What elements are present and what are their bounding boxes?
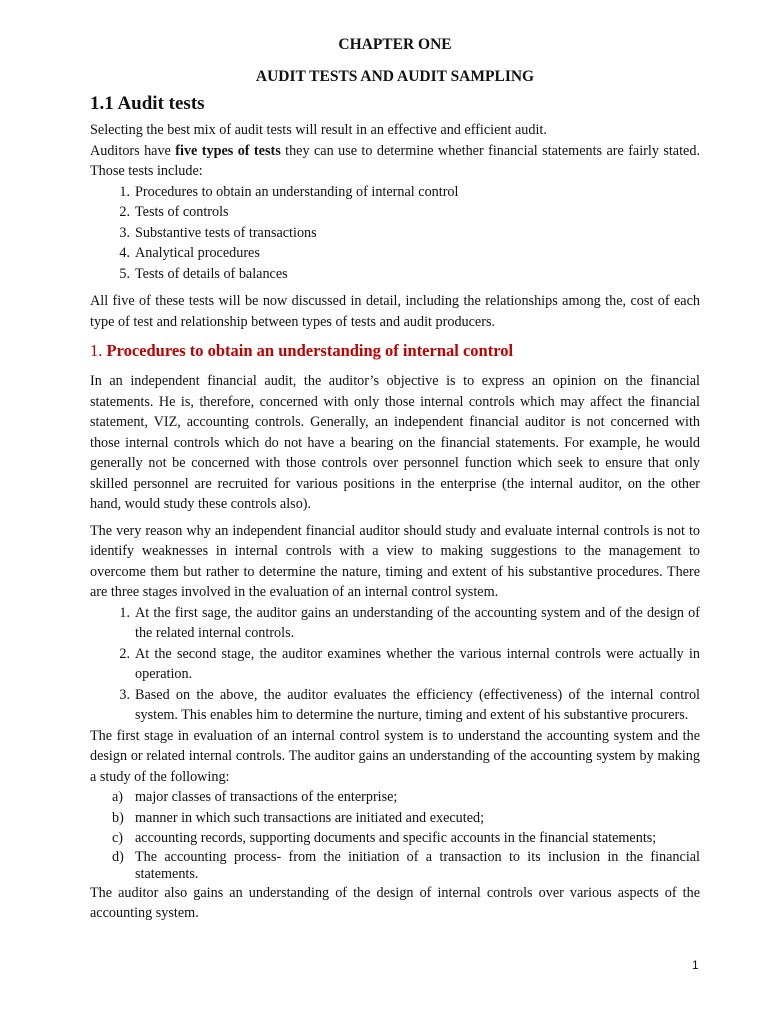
chapter-title: AUDIT TESTS AND AUDIT SAMPLING [255,68,535,85]
list-text: major classes of transactions of the enterprise; [135,789,398,805]
list-marker: 2. [119,204,130,220]
section-heading: 1.1 Audit tests [90,93,205,114]
list-text: At the first sage, the auditor gains an understanding of the accounting system and of the design of the related internal controls. [135,604,700,641]
list-item [90,223,700,244]
list-text: Analytical procedures [135,245,260,261]
list-marker: 3. [119,224,130,241]
list-text: Tests of controls [135,204,229,220]
list-marker: 1. [119,604,130,621]
list-marker: 2. [119,645,130,662]
list-text: Tests of details of balances [135,265,288,282]
list-item [90,787,700,808]
list-marker: 4. [119,245,130,261]
subsection-heading [90,340,700,362]
lead-after: they can use to determine whether financial statements are fairly stated. Those tests include: [90,142,700,179]
list-marker: 1. [119,183,130,200]
subsection-number: 1. [90,341,103,360]
list-text: accounting records, supporting documents and specific accounts in the financial statements; [135,830,657,846]
lead-bold: five types of tests [175,142,281,159]
list-item [90,828,700,849]
list-item [90,685,700,726]
list-text: The accounting process- from the initiation of a transaction to its inclusion in the financial statements. [135,848,700,882]
list-text: Substantive tests of transactions [135,224,317,241]
list-marker: b) [112,809,124,826]
paragraph-4: The auditor also gains an understanding of the design of internal controls over various aspects of the accounting system. [90,884,700,921]
chapter-label: CHAPTER ONE [338,36,452,53]
items-list [90,787,700,883]
paragraph-2: The very reason why an independent financial auditor should study and evaluate internal controls is not to identify weaknesses in internal controls with a view to making suggestions to the management to overcome them but rather to determine the nature, timing and extent of his substantive procedures. There are three stages involved in the evaluation of an internal control system. [90,522,700,600]
list-marker: c) [112,830,124,846]
list-item [90,603,700,644]
list-text: At the second stage, the auditor examines whether the various internal controls were actually in operation. [135,645,700,682]
list-item [90,182,700,203]
list-item [90,849,700,883]
list-marker: 5. [119,265,130,282]
list-item [90,243,700,264]
lead-before: Auditors have [90,142,176,159]
paragraph-1: In an independent financial audit, the auditor’s objective is to express an opinion on the financial statements. He is, therefore, concerned with only those internal controls which may affect the financial statement, VIZ, accounting controls. Generally, an independent financial auditor is not concerned with those internal controls which do not have a bearing on the financial statements. For example, he would generally not be concerned with those controls over personnel function which seek to ensure that only skilled personnel are recruited for various positions in the enterprise (the internal auditor, on the other hand, would study these controls also). [90,373,700,512]
list-marker: 3. [119,686,130,703]
page-number: 1 [692,958,699,972]
list-text: Based on the above, the auditor evaluates the efficiency (effectiveness) of the internal control system. This enables him to determine the nurture, timing and extent of his substantive procurers. [135,686,700,723]
stages-list [90,603,700,726]
page-content [90,34,700,924]
list-marker: d) [112,848,124,865]
paragraph-3: The first stage in evaluation of an internal control system is to understand the accounting system and the design or related internal controls. The auditor gains an understanding of the accounting system by making a study of the following: [90,727,700,785]
list-text: Procedures to obtain an understanding of internal control [135,183,459,200]
list-text: manner in which such transactions are initiated and executed; [135,809,485,826]
list-item [90,808,700,829]
list-marker: a) [112,789,124,805]
tests-list [90,182,700,285]
section-lead [90,141,700,182]
list-item [90,202,700,223]
section-intro: Selecting the best mix of audit tests will result in an effective and efficient audit. [90,122,547,138]
list-item [90,644,700,685]
list-item [90,264,700,285]
subsection-title: Procedures to obtain an understanding of internal control [106,341,514,360]
section-summary: All five of these tests will be now discussed in detail, including the relationships among the, cost of each type of test and relationship between types of tests and audit producers. [90,293,700,330]
